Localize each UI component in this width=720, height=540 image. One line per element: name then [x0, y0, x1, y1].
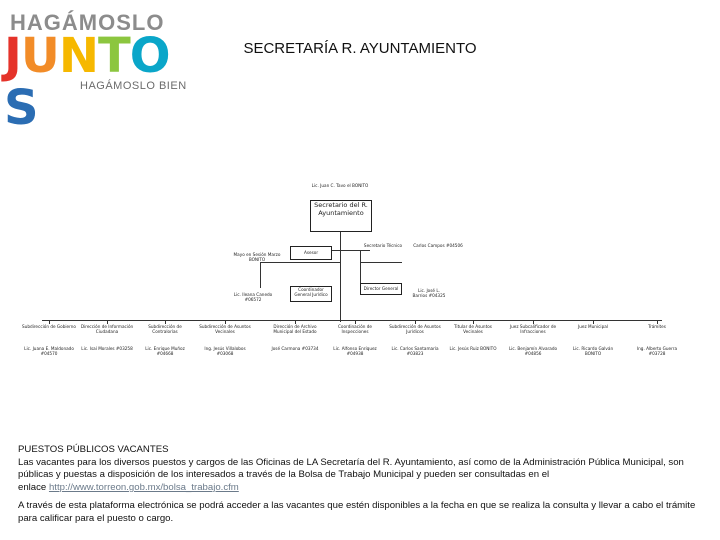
vacancies-paragraph-2: A través de esta plataforma electrónica se podrá acceder a las vacantes que estén disponibles a la fecha en que se realiza la consulta y llevar a cabo el trámite para calificar para el puesto o cargo.	[18, 500, 696, 524]
link-prefix: enlace	[18, 481, 47, 493]
connector-line	[340, 218, 341, 322]
unit-name: Lic. Isaí Morales #03258	[81, 346, 133, 351]
unit-title: Dirección de Archivo Municipal del Estado	[273, 324, 317, 335]
unit-name: Lic. Enrique Muñoz #04668	[145, 346, 185, 357]
unit-title: Subdirección de Contralorías	[148, 324, 182, 335]
unit-name: Lic. Alfonso Enríquez #04938	[333, 346, 377, 357]
logo-letter: O	[129, 28, 170, 84]
page-title: SECRETARÍA R. AYUNTAMIENTO	[243, 40, 477, 57]
logo-top-text: HAGÁMOSLO	[10, 10, 165, 35]
staff-name: Lic. Ileana Canedo #06572	[233, 292, 273, 303]
unit-name: José Carmona #03734	[271, 346, 319, 351]
logo-letter: N	[58, 28, 99, 84]
unit-name: Ing. Alberto Guerra #03728	[636, 346, 678, 357]
unit-name: Lic. Benjamín Alvarado #04856	[508, 346, 558, 357]
connector-line	[360, 262, 402, 263]
bolsa-trabajo-link[interactable]: http://www.torreon.gob.mx/bolsa_trabajo.cfm	[48, 481, 239, 493]
vacancies-heading: PUESTOS PÚBLICOS VACANTES	[18, 444, 169, 455]
connector-line	[260, 262, 261, 288]
coord-juridica-box: Coordinador General Jurídico	[290, 286, 332, 302]
connector-line	[42, 320, 662, 321]
logo-letter: J	[4, 28, 21, 84]
unit-title: Titular de Asuntos Vecinales	[454, 324, 492, 335]
vacancies-paragraph-1: Las vacantes para los diversos puestos y cargos de las Oficinas de LA Secretaría del R. Ayuntamiento, así como de la Administración Pública Municipal, son públicas y puestas a disposición de los interesados a través de la Bolsa de Trabajo Municipal y pueden ser consultadas en el	[18, 456, 684, 481]
logo-letter: U	[20, 28, 59, 84]
coordinador-general-label: Carlos Campos #04506	[413, 243, 463, 248]
head-name: Lic. Juan C. Tavo el BONITO	[311, 183, 369, 188]
unit-name: Lic. Ricardo Galván BONITO	[572, 346, 614, 357]
unit-title: Subdirección de Asuntos Vecinales	[199, 324, 251, 335]
unit-title: Subdirección de Gobierno	[22, 324, 76, 329]
unit-name: Ing. Jesús Villalobos #03068	[204, 346, 246, 357]
unit-title: Subdirección de Asuntos Jurídicos	[389, 324, 441, 335]
unit-title: Juez Municipal	[578, 324, 608, 329]
unit-title: Coordinación de Inspecciones	[338, 324, 372, 335]
logo-letter: T	[98, 28, 130, 84]
unit-title: Dirección de Información Ciudadana	[80, 324, 134, 335]
vacancies-section	[18, 444, 716, 526]
unit-name: Lic. Jesús Ruiz BONITO	[449, 346, 497, 351]
unit-name: Lic. Juana E. Maldonado #04570	[24, 346, 74, 357]
asesor-box: Asesor	[290, 246, 332, 260]
logo-letter: S	[4, 80, 38, 136]
unit-name: Lic. Carlos Santamaría #03823	[391, 346, 439, 357]
secretario-tecnico-label: Secretario Técnico	[363, 243, 403, 248]
director-general-box: Director General	[360, 283, 402, 295]
unit-title: Juez Subcalificador de Infracciones	[509, 324, 557, 335]
staff-label: Mayo en Sesión Marzo BONITO	[233, 252, 281, 263]
unit-title: Trámites	[648, 324, 666, 329]
director-name: Lic. José L. Barrios #04325	[412, 288, 446, 299]
logo-bottom-text: HAGÁMOSLO BIEN	[80, 80, 187, 92]
head-title-box: Secretario del R. Ayuntamiento	[310, 200, 372, 232]
